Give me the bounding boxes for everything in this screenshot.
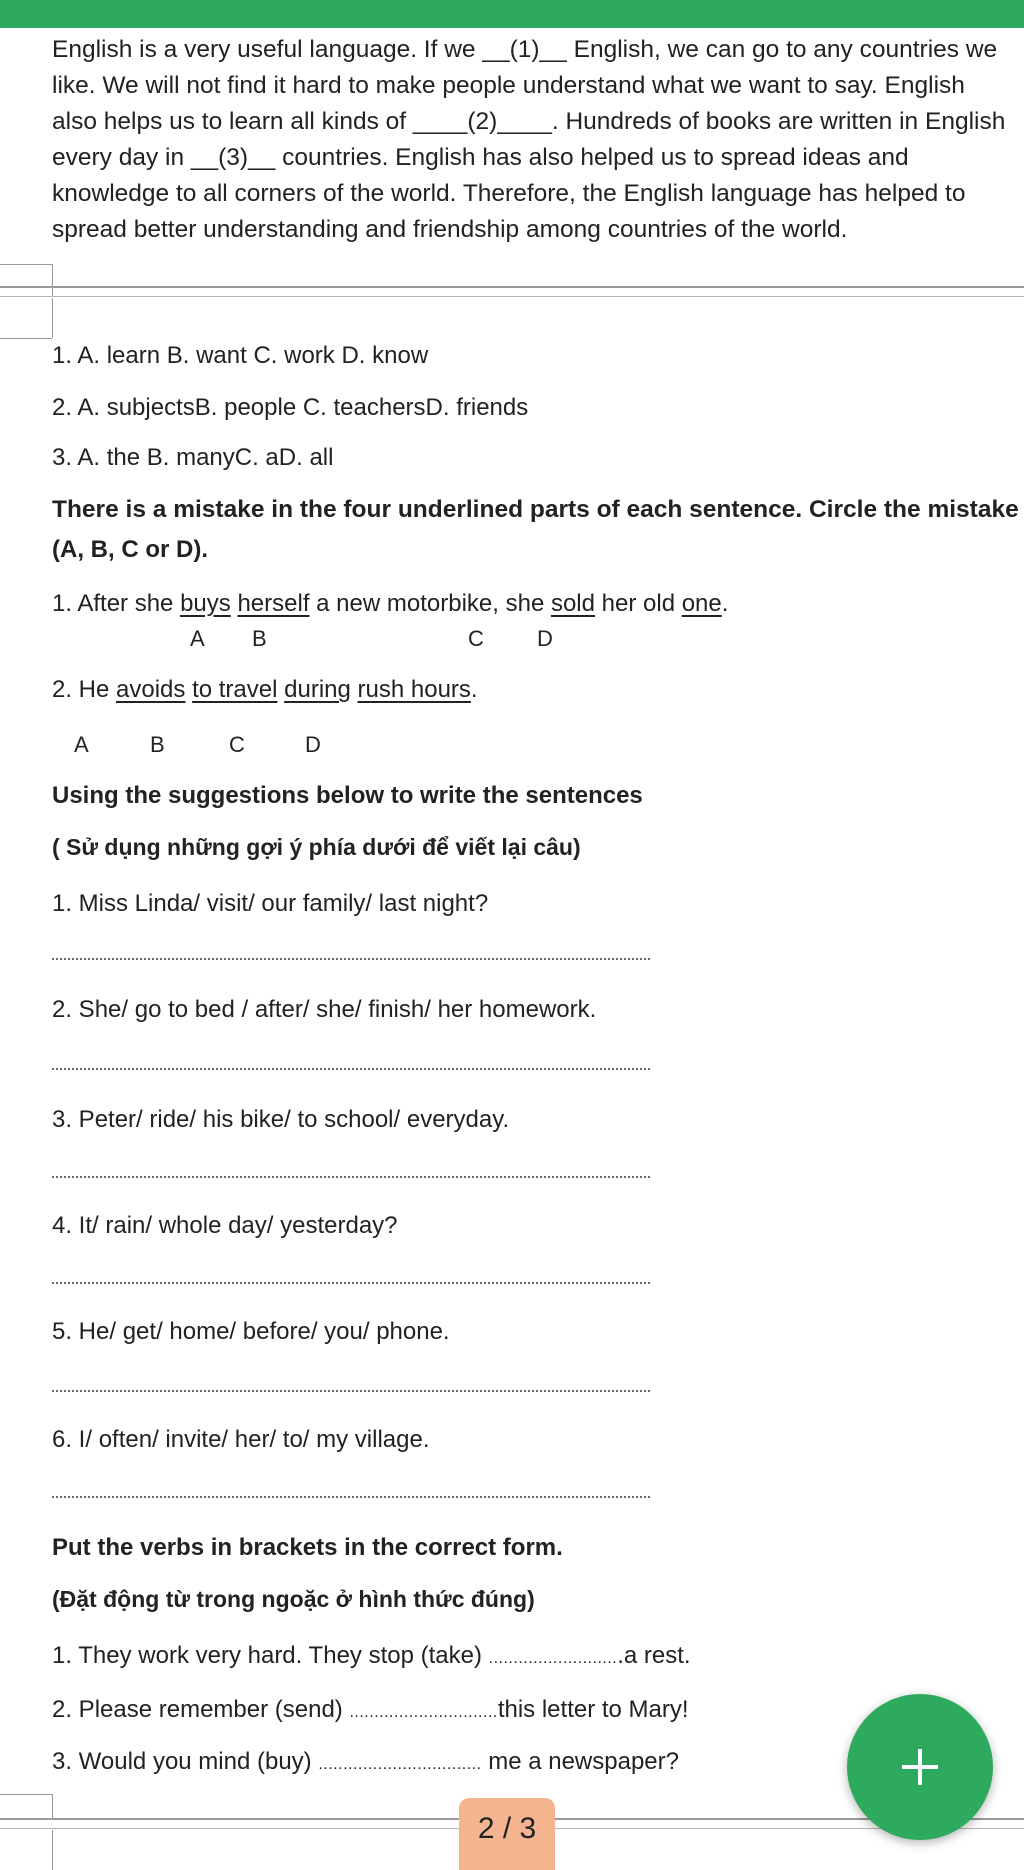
mistake-instruction: There is a mistake in the four underlined parts of each sentence. Circle the mistake — [52, 496, 1019, 523]
top-status-bar — [0, 0, 1024, 28]
answer-line[interactable] — [52, 1390, 650, 1392]
rewrite-section-subtitle: ( Sử dụng những gợi ý phía dưới để viết lại câu) — [52, 834, 581, 860]
passage-line: also helps us to learn all kinds of ____(2)____. Hundreds of books are written in English — [52, 108, 1006, 135]
sentence-text: 1. After she — [52, 590, 181, 617]
rewrite-section-title: Using the suggestions below to write the sentences — [52, 782, 643, 809]
mcq-item: 1. A. learn B. want C. work D. know — [52, 342, 429, 369]
answer-line[interactable] — [52, 958, 650, 960]
underlined-part-b: herself — [237, 590, 310, 617]
answer-blank[interactable]: .......................... — [488, 1650, 618, 1667]
sentence-text: her old — [594, 590, 682, 617]
rewrite-item: 5. He/ get/ home/ before/ you/ phone. — [52, 1318, 450, 1345]
sentence-text: . — [721, 590, 729, 617]
passage-line: like. We will not find it hard to make people understand what we want to say. English — [52, 72, 965, 99]
verb-item-text: me a newspaper? — [481, 1748, 679, 1775]
option-label-d: D — [305, 732, 321, 757]
page-separator — [0, 286, 1024, 288]
sentence-text: 2. He — [52, 676, 117, 703]
passage-line: English is a very useful language. If we __(1)__ English, we can go to any countries we — [52, 36, 998, 63]
page-corner-mark — [52, 298, 53, 338]
verb-item-text: this letter to Mary! — [497, 1696, 689, 1723]
verb-item-text: 1. They work very hard. They stop (take) — [52, 1642, 489, 1669]
mistake-sentence-2 — [52, 676, 478, 704]
verb-item-text: 3. Would you mind (buy) — [52, 1748, 319, 1775]
answer-blank[interactable]: ................................. — [318, 1756, 482, 1773]
add-button[interactable] — [847, 1694, 993, 1840]
rewrite-item: 3. Peter/ ride/ his bike/ to school/ everyday. — [52, 1106, 510, 1133]
option-label-a: A — [74, 732, 89, 757]
answer-blank[interactable]: .............................. — [349, 1704, 498, 1721]
verb-item-text: 2. Please remember (send) — [52, 1696, 350, 1723]
underlined-part-a: buys — [180, 590, 231, 617]
verbs-section-title: Put the verbs in brackets in the correct form. — [52, 1534, 563, 1561]
option-label-c: C — [229, 732, 245, 757]
passage-line: spread better understanding and friendship among countries of the world. — [52, 216, 848, 243]
page-indicator: 2 / 3 — [459, 1798, 555, 1870]
mcq-item: 2. A. subjectsB. people C. teachersD. friends — [52, 394, 529, 421]
option-label-b: B — [252, 626, 267, 651]
page-corner-mark — [0, 1794, 52, 1795]
mistake-sentence-1 — [52, 590, 728, 618]
page-corner-mark — [52, 1794, 53, 1820]
rewrite-item: 1. Miss Linda/ visit/ our family/ last night? — [52, 890, 489, 917]
option-label-c: C — [468, 626, 484, 651]
page-corner-mark — [0, 338, 52, 339]
mcq-item: 3. A. the B. manyC. aD. all — [52, 444, 334, 471]
underlined-part-d: one — [681, 590, 722, 617]
verb-item-text: .a rest. — [617, 1642, 691, 1669]
verb-item — [52, 1748, 679, 1776]
verb-item — [52, 1696, 689, 1724]
underlined-part-a: avoids — [116, 676, 186, 703]
answer-line[interactable] — [52, 1496, 650, 1498]
page-corner-mark — [52, 1830, 53, 1870]
answer-line[interactable] — [52, 1176, 650, 1178]
verb-item — [52, 1642, 691, 1670]
verbs-section-subtitle: (Đặt động từ trong ngoặc ở hình thức đúng) — [52, 1586, 535, 1612]
passage-line: every day in __(3)__ countries. English has also helped us to spread ideas and — [52, 144, 909, 171]
sentence-text: . — [470, 676, 478, 703]
sentence-text: a new motorbike, she — [309, 590, 551, 617]
underlined-part-c: sold — [550, 590, 595, 617]
page-corner-mark — [0, 264, 52, 265]
passage-line: knowledge to all corners of the world. Therefore, the English language has helped to — [52, 180, 966, 207]
rewrite-item: 6. I/ often/ invite/ her/ to/ my village. — [52, 1426, 430, 1453]
mistake-instruction: (A, B, C or D). — [52, 536, 208, 563]
plus-icon — [898, 1745, 942, 1789]
page-corner-mark — [52, 264, 53, 296]
answer-line[interactable] — [52, 1068, 650, 1070]
rewrite-item: 2. She/ go to bed / after/ she/ finish/ her homework. — [52, 996, 597, 1023]
rewrite-item: 4. It/ rain/ whole day/ yesterday? — [52, 1212, 398, 1239]
answer-line[interactable] — [52, 1282, 650, 1284]
option-label-d: D — [537, 626, 553, 651]
option-label-b: B — [150, 732, 165, 757]
underlined-part-b: to travel — [192, 676, 278, 703]
option-label-a: A — [190, 626, 205, 651]
page-separator — [0, 296, 1024, 297]
underlined-part-d: rush hours — [357, 676, 471, 703]
underlined-part-c: during — [284, 676, 351, 703]
